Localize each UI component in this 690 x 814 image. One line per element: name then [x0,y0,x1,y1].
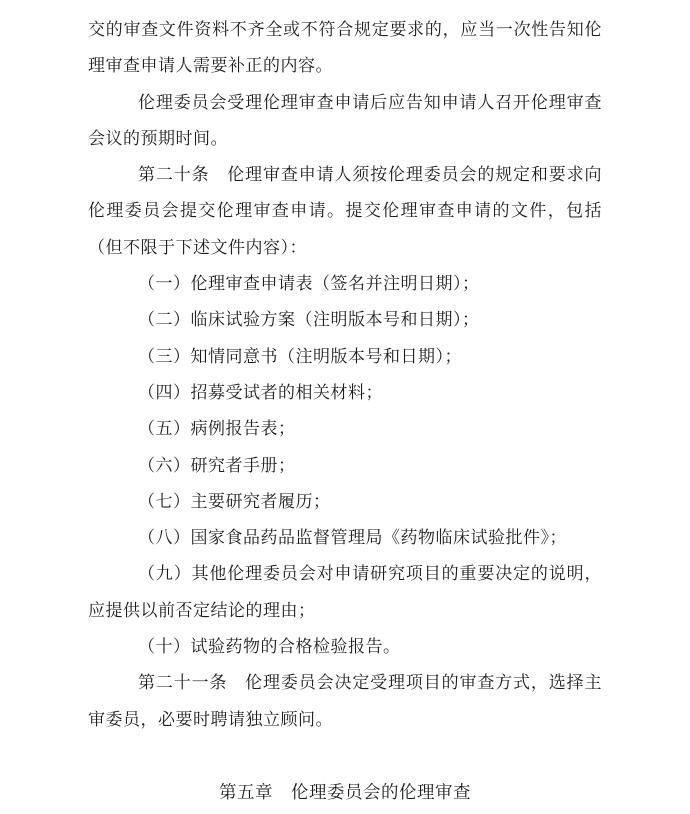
list-item-6: （六）研究者手册； [138,455,296,475]
list-item-1: （一）伦理审查申请表（签名并注明日期）； [138,274,480,294]
paragraph-meeting-notice: 伦理委员会受理伦理审查申请后应告知申请人召开伦理审查会议的预期时间。 [88,92,602,148]
paragraph-continuation: 交的审查文件资料不齐全或不符合规定要求的，应当一次性告知伦理审查申请人需要补正的内容。 [88,20,602,76]
chapter-5-heading: 第五章 伦理委员会的伦理审查 [219,781,471,802]
list-item-7: （七）主要研究者履历； [138,491,331,511]
list-item-9: （九）其他伦理委员会对申请研究项目的重要决定的说明，应提供以前否定结论的理由； [88,564,602,620]
list-item-10: （十）试验药物的合格检验报告。 [138,637,401,657]
list-item-5: （五）病例报告表； [138,419,296,439]
article-21-paragraph: 第二十一条 伦理委员会决定受理项目的审查方式，选择主审委员，必要时聘请独立顾问。 [88,673,602,729]
list-item-4: （四）招募受试者的相关材料； [138,382,383,402]
article-20-paragraph: 第二十条 伦理审查申请人须按伦理委员会的规定和要求向伦理委员会提交伦理审查申请。提交伦理审查申请的文件，包括（但不限于下述文件内容）： [88,165,602,257]
list-item-8: （八）国家食品药品监督管理局《药物临床试验批件》； [138,528,567,548]
list-item-3: （三）知情同意书（注明版本号和日期）； [138,346,462,366]
list-item-2: （二）临床试验方案（注明版本号和日期）； [138,310,480,330]
